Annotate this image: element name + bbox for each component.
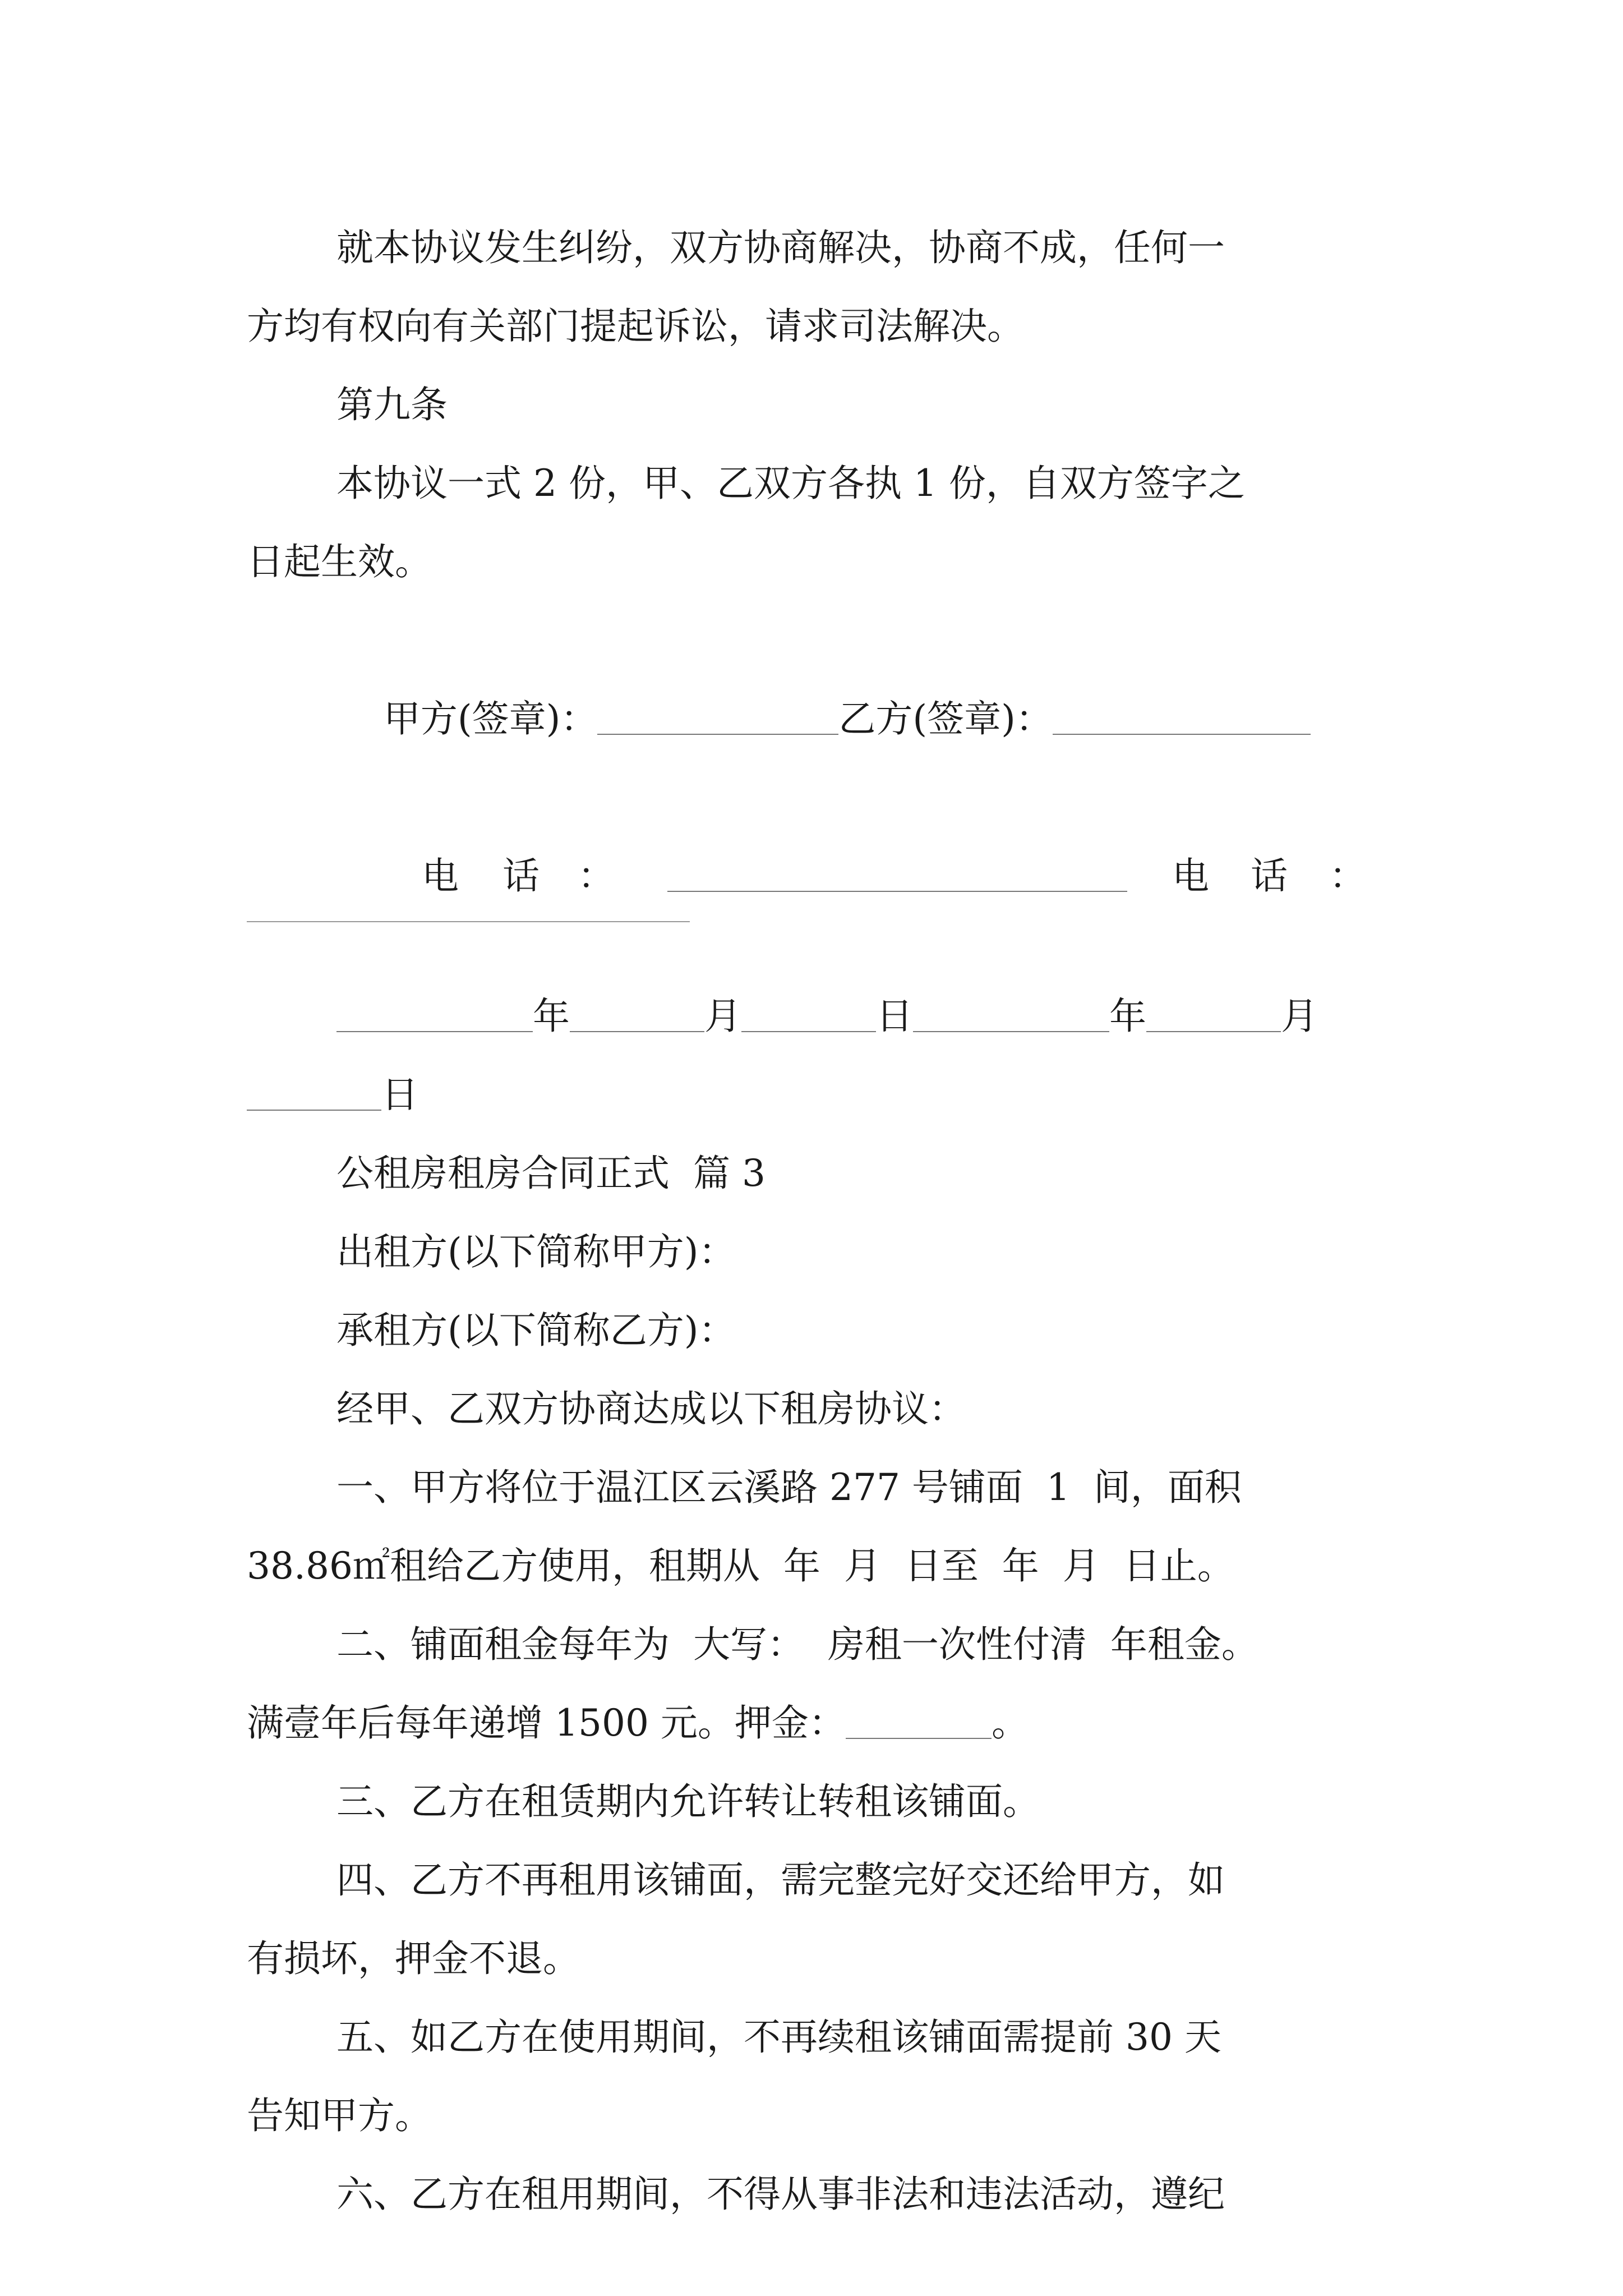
party-b-signature-label: 乙方(签章)： xyxy=(838,697,1053,740)
intro-line: 经甲、乙双方协商达成以下租房协议： xyxy=(336,1387,966,1430)
clause-2-cont xyxy=(247,1684,1380,1763)
date-blank xyxy=(247,1076,381,1111)
clause-1-cont: 38.86㎡租给乙方使用，租期从 年 月 日至 年 月 日止。 xyxy=(247,1544,1234,1588)
lessor-line: 出租方(以下简称甲方)： xyxy=(336,1230,736,1273)
signature-line xyxy=(247,601,1380,837)
text-line: 日起生效。 xyxy=(247,540,432,583)
day-label: 日 xyxy=(381,1073,418,1116)
year-label: 年 xyxy=(533,995,570,1038)
clause-4: 四、乙方不再租用该铺面，需完整完好交还给甲方，如 xyxy=(336,1858,1225,1902)
date-line xyxy=(247,1056,1380,1134)
clause-5-cont: 告知甲方。 xyxy=(247,2094,432,2137)
clause-3: 三、乙方在租赁期内允许转让转租该铺面。 xyxy=(336,1780,1040,1823)
clause-2-text: 满壹年后每年递增 1500 元。押金： xyxy=(247,1701,846,1745)
party-a-phone-blank xyxy=(667,857,1127,892)
party-b-phone-blank xyxy=(247,915,690,922)
date-blank xyxy=(913,997,1109,1032)
party-b-signature-blank xyxy=(1053,700,1311,735)
phone-label-char: 电 xyxy=(422,854,459,898)
date-blank xyxy=(741,997,876,1032)
text-line: 方均有权向有关部门提起诉讼，请求司法解决。 xyxy=(247,305,1024,348)
date-line xyxy=(247,977,1380,1056)
phone-label-char: 话 xyxy=(502,854,540,898)
clause-1: 一、甲方将位于温江区云溪路 277 号铺面 1 间，面积 xyxy=(336,1466,1242,1509)
clause-2: 二、铺面租金每年为 大写： 房租一次性付清 年租金。 xyxy=(336,1623,1258,1666)
section-title: 公租房租房合同正式 篇 3 xyxy=(336,1152,766,1195)
lessee-line: 承租方(以下简称乙方)： xyxy=(336,1309,736,1352)
phone-label-char: 电 xyxy=(1172,854,1209,898)
phone-line xyxy=(247,837,1380,915)
year-label: 年 xyxy=(1109,995,1146,1038)
date-blank xyxy=(1146,997,1281,1032)
article-heading: 第九条 xyxy=(336,383,448,426)
date-blank xyxy=(570,997,704,1032)
document-page xyxy=(247,209,1380,2234)
party-a-signature-blank xyxy=(597,700,838,735)
clause-5: 五、如乙方在使用期间，不再续租该铺面需提前 30 天 xyxy=(336,2016,1221,2059)
date-blank xyxy=(336,997,533,1032)
clause-2-end: 。 xyxy=(991,1701,1029,1745)
phone-label-colon: ： xyxy=(1329,854,1366,898)
text-line: 就本协议发生纠纷，双方协商解决，协商不成，任何一 xyxy=(336,226,1225,269)
month-label: 月 xyxy=(1281,995,1318,1038)
party-b-phone-blank-row xyxy=(247,915,1380,944)
deposit-blank xyxy=(846,1704,992,1739)
phone-label-char: 话 xyxy=(1251,854,1288,898)
day-label: 日 xyxy=(876,995,913,1038)
party-a-signature-label: 甲方(签章)： xyxy=(383,697,598,740)
text-line: 本协议一式 2 份，甲、乙双方各执 1 份，自双方签字之 xyxy=(336,462,1245,505)
phone-label-colon: ： xyxy=(578,854,615,898)
clause-4-cont: 有损坏，押金不退。 xyxy=(247,1937,580,1980)
month-label: 月 xyxy=(704,995,741,1038)
clause-6: 六、乙方在租用期间，不得从事非法和违法活动，遵纪 xyxy=(336,2173,1225,2216)
